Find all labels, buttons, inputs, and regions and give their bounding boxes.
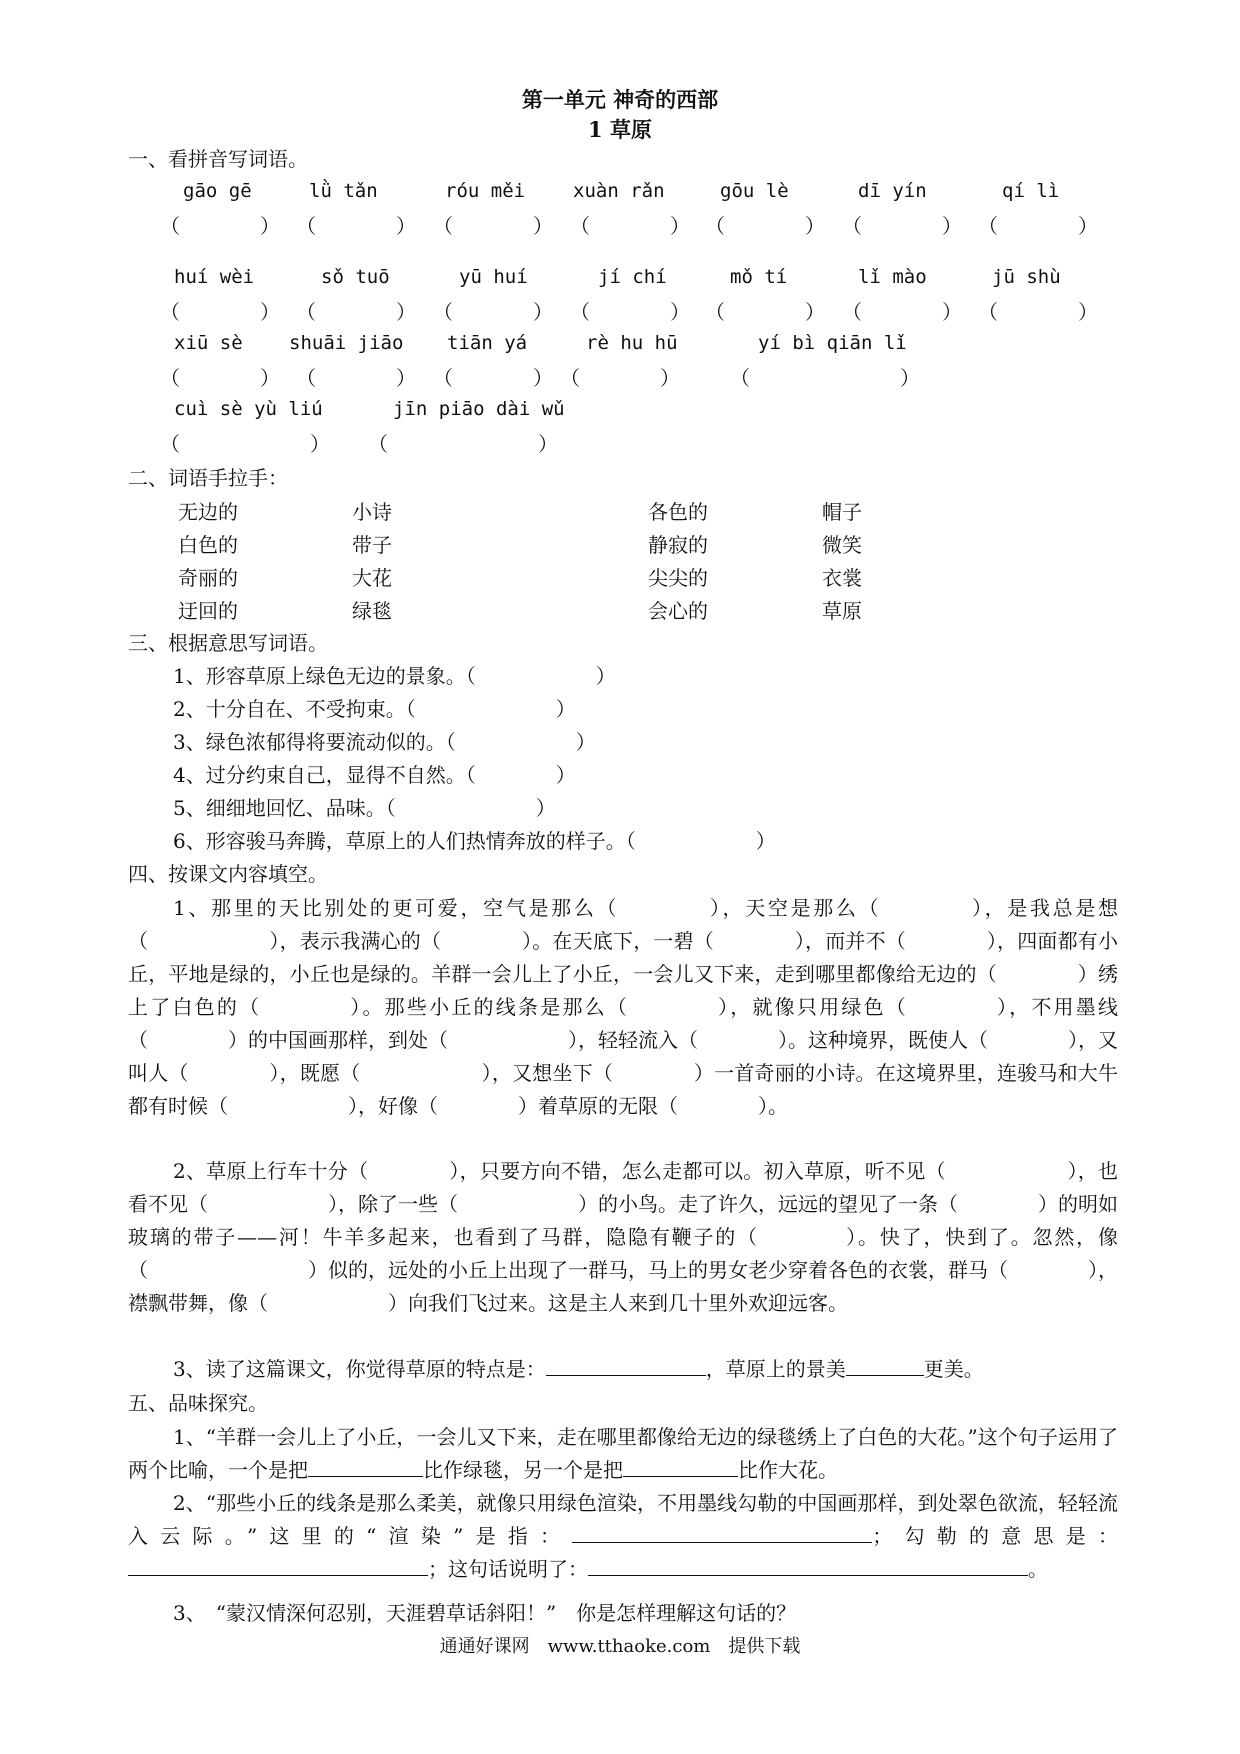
answer-blank[interactable]: （ ）: [560, 366, 680, 390]
pinyin: jí chí: [598, 266, 667, 288]
match-word[interactable]: 无边的: [178, 500, 238, 524]
question-text: 比作绿毯，另一个是把: [423, 1458, 623, 1482]
question-text: 1、“羊群一会儿上了小丘，一会儿又下来，走在哪里都像给无边的绿毯绣上了白色的大花。”这个句子运用了两个比喻，一个是把: [128, 1425, 1118, 1482]
definition-item[interactable]: 3、绿色浓郁得将要流动似的。（ ）: [173, 730, 596, 754]
fill-in-passage-2: [128, 1155, 1118, 1320]
answer-blank[interactable]: （ ）: [978, 300, 1098, 324]
question-text: 。: [1028, 1557, 1048, 1581]
section2-heading: 二、词语手拉手：: [128, 466, 288, 490]
pinyin: dī yín: [858, 180, 927, 202]
answer-blank[interactable]: （ ）: [368, 432, 572, 456]
section5-heading: 五、品味探究。: [128, 1391, 268, 1415]
match-word[interactable]: 各色的: [648, 500, 708, 524]
answer-line[interactable]: [128, 1553, 428, 1576]
match-word[interactable]: 绿毯: [352, 599, 392, 623]
page-footer: 通通好课网 www.tthaoke.com 提供下载: [439, 1636, 801, 1657]
question-2: [128, 1487, 1118, 1586]
match-word[interactable]: 衣裳: [822, 566, 862, 590]
match-word[interactable]: 迂回的: [178, 599, 238, 623]
match-word[interactable]: 静寂的: [648, 533, 708, 557]
pinyin: qí lì: [1002, 180, 1060, 202]
definition-item[interactable]: 5、细细地回忆、品味。（ ）: [173, 796, 556, 820]
match-word[interactable]: 带子: [352, 533, 392, 557]
question-3: 3、 “蒙汉情深何忍别，天涯碧草话斜阳！” 你是怎样理解这句话的？: [173, 1601, 797, 1625]
answer-blank[interactable]: （ ）: [978, 214, 1098, 238]
answer-blank[interactable]: （ ）: [296, 300, 416, 324]
question-text: ，草原上的景美: [705, 1357, 846, 1381]
answer-blank[interactable]: （ ）: [842, 300, 962, 324]
pinyin: lǐ mào: [858, 266, 927, 288]
pinyin: shuāi jiāo: [289, 332, 404, 354]
unit-title: 第一单元 神奇的西部: [521, 87, 719, 112]
fill-in-passage-3: [128, 1353, 1118, 1386]
passage-text[interactable]: 2、草原上行车十分（ ），只要方向不错，怎么走都可以。初入草原，听不见（ ），也看不见（ ），除了一些（ ）的小鸟。走了许久，远远的望见了一条（ ）的明如玻璃的带子——河！牛羊多起来，也看到了马群，隐隐有鞭子的（ ）。快了，快到了。忽然，像（ ）似的，远处的小丘上出现了一群马，马上的男女老少穿着各色的衣裳，群马（ ），襟飘带舞，像（ ）向我们飞过来。这是主人来到几十里外欢迎远客。: [128, 1159, 1118, 1315]
pinyin: mǒ tí: [730, 266, 788, 288]
lesson-title: 1 草原: [588, 117, 652, 142]
pinyin: rè hu hū: [586, 332, 678, 354]
answer-blank[interactable]: （ ）: [570, 214, 690, 238]
answer-blank[interactable]: （ ）: [296, 214, 416, 238]
pinyin: cuì sè yù liú: [174, 398, 323, 420]
answer-blank[interactable]: （ ）: [160, 300, 280, 324]
question-text: 3、读了这篇课文，你觉得草原的特点是：: [173, 1357, 546, 1381]
match-word[interactable]: 奇丽的: [178, 566, 238, 590]
answer-line[interactable]: [572, 1520, 872, 1543]
answer-line[interactable]: [588, 1553, 1028, 1576]
answer-blank[interactable]: （ ）: [433, 214, 553, 238]
answer-blank[interactable]: （ ）: [433, 300, 553, 324]
answer-blank[interactable]: （ ）: [160, 214, 280, 238]
answer-blank[interactable]: （ ）: [160, 432, 340, 456]
pinyin: gōu lè: [720, 180, 789, 202]
answer-blank[interactable]: （ ）: [433, 366, 553, 390]
question-text: ；这句话说明了：: [428, 1557, 588, 1581]
match-word[interactable]: 大花: [352, 566, 392, 590]
question-text: 2、“那些小丘的线条是那么柔美，就像只用绿色渲染，不用墨线勾勒的中国画那样，到处翠色欲流，轻轻流入云际。”这里的“渲染”是指：: [128, 1491, 1118, 1548]
pinyin: róu měi: [445, 180, 526, 202]
pinyin: sǒ tuō: [321, 266, 390, 288]
question-text: 更美。: [923, 1357, 984, 1381]
section3-heading: 三、根据意思写词语。: [128, 631, 328, 655]
question-1: [128, 1421, 1118, 1487]
passage-text[interactable]: 1、那里的天比别处的更可爱，空气是那么（ ），天空是那么（ ），是我总是想（ ），表示我满心的（ ）。在天底下，一碧（ ），而并不（ ），四面都有小丘，平地是绿的，小丘也是绿的。羊群一会儿上了小丘，一会儿又下来，走到哪里都像给无边的（ ）绣上了白色的（ ）。那些小丘的线条是那么（ ），就像只用绿色（ ），不用墨线（ ）的中国画那样，到处（ ），轻轻流入（ ）。这种境界，既使人（ ），又叫人（ ），既愿（ ），又想坐下（ ）一首奇丽的小诗。在这境界里，连骏马和大牛都有时候（ ），好像（ ）着草原的无限（ ）。: [128, 896, 1118, 1118]
answer-blank[interactable]: （ ）: [296, 366, 416, 390]
answer-blank[interactable]: （ ）: [160, 366, 280, 390]
pinyin: huí wèi: [174, 266, 255, 288]
pinyin: jīn piāo dài wǔ: [393, 398, 565, 420]
match-word[interactable]: 小诗: [352, 500, 392, 524]
section4-heading: 四、按课文内容填空。: [128, 862, 328, 886]
pinyin: yí bì qiān lǐ: [758, 332, 907, 354]
answer-line[interactable]: [623, 1454, 738, 1477]
section1-heading: 一、看拼音写词语。: [128, 147, 308, 171]
answer-blank[interactable]: （ ）: [705, 300, 825, 324]
question-text: ；勾勒的意思是：: [872, 1524, 1118, 1548]
pinyin: lǜ tǎn: [309, 180, 378, 202]
pinyin: yū huí: [459, 266, 528, 288]
pinyin: gāo gē: [183, 180, 252, 202]
answer-blank[interactable]: （ ）: [730, 366, 934, 390]
match-word[interactable]: 白色的: [178, 533, 238, 557]
answer-line[interactable]: [846, 1353, 924, 1376]
pinyin: tiān yá: [447, 332, 528, 354]
question-text: 比作大花。: [738, 1458, 838, 1482]
answer-line[interactable]: [308, 1454, 423, 1477]
pinyin: jū shù: [992, 266, 1061, 288]
match-word[interactable]: 尖尖的: [648, 566, 708, 590]
definition-item[interactable]: 2、十分自在、不受拘束。（ ）: [173, 697, 576, 721]
pinyin: xuàn rǎn: [573, 180, 665, 202]
fill-in-passage-1: [128, 892, 1118, 1123]
answer-blank[interactable]: （ ）: [705, 214, 825, 238]
pinyin: xiū sè: [174, 332, 243, 354]
definition-item[interactable]: 4、过分约束自己，显得不自然。（ ）: [173, 763, 576, 787]
answer-line[interactable]: [546, 1353, 706, 1376]
match-word[interactable]: 帽子: [822, 500, 862, 524]
match-word[interactable]: 微笑: [822, 533, 862, 557]
answer-blank[interactable]: （ ）: [842, 214, 962, 238]
match-word[interactable]: 草原: [822, 599, 862, 623]
definition-item[interactable]: 6、形容骏马奔腾，草原上的人们热情奔放的样子。（ ）: [173, 829, 776, 853]
definition-item[interactable]: 1、形容草原上绿色无边的景象。（ ）: [173, 664, 616, 688]
answer-blank[interactable]: （ ）: [570, 300, 690, 324]
match-word[interactable]: 会心的: [648, 599, 708, 623]
